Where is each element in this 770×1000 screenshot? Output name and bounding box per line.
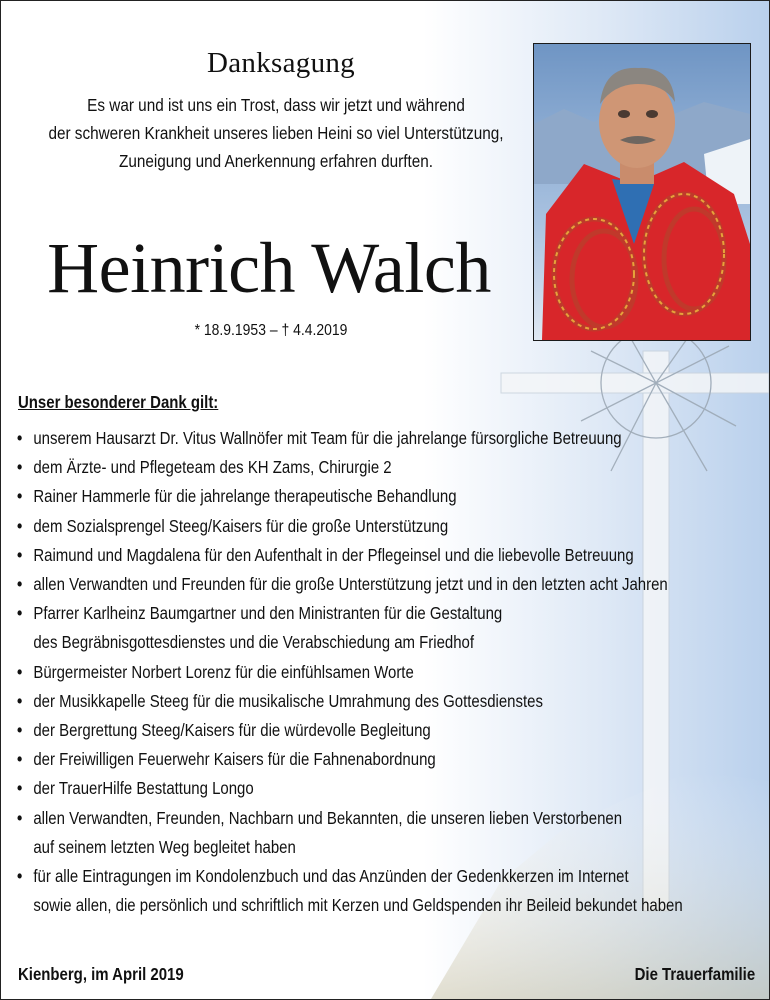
list-item [17, 804, 748, 862]
thanks-list [17, 424, 748, 920]
list-item-text-continued: auf seinem letzten Weg begleitet haben [33, 836, 296, 857]
heading: Danksagung [207, 47, 355, 79]
bullet-icon: • [17, 807, 23, 828]
bullet-icon: • [17, 749, 23, 770]
portrait-photo [533, 43, 751, 341]
place-date: Kienberg, im April 2019 [18, 964, 184, 984]
bullet-icon: • [17, 603, 23, 624]
list-item [17, 570, 748, 599]
bullet-icon: • [17, 778, 23, 799]
bullet-icon: • [17, 428, 23, 448]
list-item-text: der TrauerHilfe Bestattung Longo [33, 778, 254, 799]
life-dates: * 18.9.1953 – † 4.4.2019 [194, 322, 348, 339]
thanks-heading: Unser besonderer Dank gilt: [18, 392, 219, 412]
list-item-text: allen Verwandten, Freunden, Nachbarn und Bekannten, die unseren lieben Verstorbenen [33, 807, 623, 828]
list-item [17, 453, 748, 482]
list-item-text: allen Verwandten und Freunden für die große Unterstützung jetzt und in den letzten acht Jahren [33, 574, 668, 595]
list-item [17, 862, 748, 920]
bullet-icon: • [17, 486, 23, 507]
list-item [17, 745, 748, 774]
bullet-icon: • [17, 661, 23, 682]
list-item-text-continued: des Begräbnisgottesdienstes und die Verabschiedung am Friedhof [33, 632, 475, 653]
intro-line: der schweren Krankheit unseres lieben Heini so viel Unterstützung, [48, 123, 504, 143]
list-item [17, 541, 748, 570]
list-item-text: der Freiwilligen Feuerwehr Kaisers für die Fahnenabordnung [33, 749, 436, 770]
list-item-text: dem Ärzte- und Pflegeteam des KH Zams, Chirurgie 2 [33, 457, 392, 478]
intro-line: Es war und ist uns ein Trost, dass wir jetzt und während [87, 95, 465, 115]
list-item [17, 687, 748, 716]
list-item-text: unserem Hausarzt Dr. Vitus Wallnöfer mit Team für die jahrelange fürsorgliche Betreuung [33, 428, 622, 448]
list-item-text: Raimund und Magdalena für den Aufenthalt in der Pflegeinsel und die liebevolle Betreuung [33, 544, 634, 565]
bullet-icon: • [17, 544, 23, 565]
intro-text [41, 91, 511, 175]
intro-line: Zuneigung und Anerkennung erfahren durften. [119, 151, 433, 171]
bullet-icon: • [17, 457, 23, 478]
list-item-text: Bürgermeister Norbert Lorenz für die einfühlsamen Worte [33, 661, 414, 682]
bullet-icon: • [17, 515, 23, 536]
list-item [17, 482, 748, 511]
deceased-name: Heinrich Walch [47, 228, 491, 308]
list-item-text: für alle Eintragungen im Kondolenzbuch und das Anzünden der Gedenkkerzen im Internet [33, 866, 629, 887]
bullet-icon: • [17, 720, 23, 741]
signature: Die Trauerfamilie [634, 964, 755, 984]
list-item-text-continued: sowie allen, die persönlich und schriftlich mit Kerzen und Geldspenden ihr Beileid bekundet haben [33, 895, 683, 916]
list-item-text: der Bergrettung Steeg/Kaisers für die würdevolle Begleitung [33, 720, 431, 741]
list-item-text: der Musikkapelle Steeg für die musikalische Umrahmung des Gottesdienstes [33, 690, 543, 711]
list-item-text: Pfarrer Karlheinz Baumgartner und den Ministranten für die Gestaltung [33, 603, 503, 624]
list-item [17, 658, 748, 687]
list-item [17, 716, 748, 745]
list-item [17, 774, 748, 803]
bullet-icon: • [17, 866, 23, 887]
list-item [17, 424, 748, 453]
list-item [17, 599, 748, 657]
bullet-icon: • [17, 690, 23, 711]
list-item-text: dem Sozialsprengel Steeg/Kaisers für die große Unterstützung [33, 515, 449, 536]
list-item [17, 512, 748, 541]
list-item-text: Rainer Hammerle für die jahrelange therapeutische Behandlung [33, 486, 457, 507]
bullet-icon: • [17, 574, 23, 595]
